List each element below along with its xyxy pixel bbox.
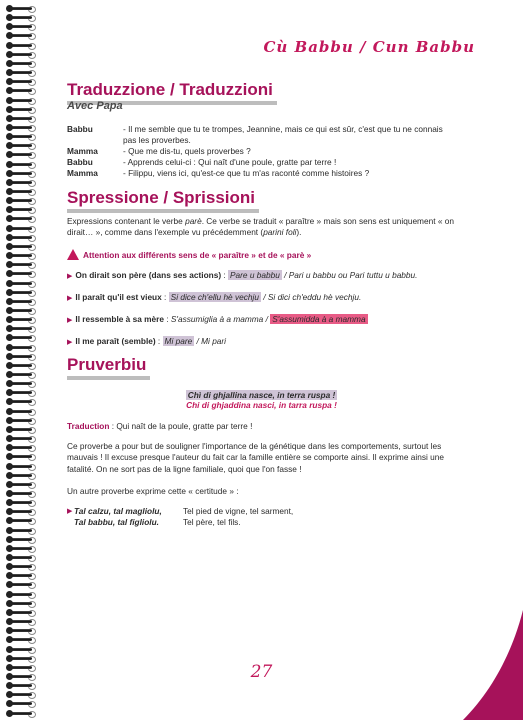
bullet-rest: / Mi pari — [194, 336, 227, 346]
spiral-ring — [6, 178, 36, 187]
spiral-ring — [6, 22, 36, 31]
heading-underline — [67, 376, 150, 380]
dialogue-line: - Il me semble que tu te trompes, Jeannine, mais ce qui est sûr, c'est que tu ne connais pas les proverbes. — [123, 124, 443, 145]
spiral-ring — [6, 690, 36, 699]
corsican-line: Tal calzu, tal magliolu, — [74, 506, 162, 516]
spiral-ring — [6, 617, 36, 626]
spiral-ring — [6, 599, 36, 608]
spiral-ring — [6, 333, 36, 342]
expression-bullet — [67, 292, 361, 302]
dialogue-speaker: Babbu — [67, 157, 93, 167]
spiral-ring — [6, 187, 36, 196]
bullet-label: Il ressemble à sa mère — [75, 314, 164, 324]
dialogue-speaker: Mamma — [67, 146, 98, 156]
spiral-ring — [6, 233, 36, 242]
translation-label: Traduction — [67, 421, 110, 431]
spiral-ring — [6, 626, 36, 635]
spiral-ring — [6, 580, 36, 589]
bullet-pre: S'assumiglia à a mamma / — [170, 314, 271, 324]
spiral-ring — [6, 562, 36, 571]
translation-text: : Qui naît de la poule, gratte par terre ! — [109, 421, 253, 431]
warning-icon — [67, 249, 79, 260]
expression-bullet — [67, 314, 368, 324]
bullet-rest: / Si dici ch'eddu hè vechju. — [260, 292, 362, 302]
spiral-ring — [6, 288, 36, 297]
arrow-icon: ▶ — [67, 508, 73, 515]
spiral-ring — [6, 224, 36, 233]
spiral-ring — [6, 279, 36, 288]
spiral-ring — [6, 41, 36, 50]
bullet-sep: : — [221, 270, 229, 280]
spiral-ring — [6, 297, 36, 306]
spiral-ring — [6, 462, 36, 471]
bullet-highlight: Si dice ch'ellu hè vechju — [170, 292, 259, 302]
bullet-highlight: Mi pare — [164, 336, 193, 346]
arrow-icon: ▶ — [67, 273, 73, 280]
dialogue-speaker: Babbu — [67, 124, 93, 134]
expression-heading-text: Spressione / Sprissioni — [67, 188, 256, 207]
bullet-label: On dirait son père (dans ses actions) — [75, 270, 222, 280]
spiral-ring — [6, 205, 36, 214]
spiral-ring — [6, 114, 36, 123]
dialogue-line: - Que me dis-tu, quels proverbes ? — [123, 146, 251, 156]
spiral-ring — [6, 535, 36, 544]
proverb-translation — [67, 421, 462, 432]
intro-example: parini foli — [263, 227, 297, 238]
bullet-sep: : — [161, 292, 169, 302]
spiral-ring — [6, 324, 36, 333]
proverb-line-1: Chì di ghjallina nasce, in terra ruspa ! — [187, 390, 336, 400]
proverb-explanation: Ce proverbe a pour but de souligner l'importance de la génétique dans les comportements, surtout les mauvais ! Il excuse presque l'auteur du fait car la famille entière se comporte ainsi. Il exprime ainsi une fatalité. On ne sort pas de la ligne familiale, quoi que l'on fasse ! — [67, 441, 444, 474]
french-line: Tel pied de vigne, tel sarment, — [183, 506, 294, 516]
dialogue-line: - Filippu, viens ici, qu'est-ce que tu m'as raconté comme histoires ? — [123, 168, 370, 178]
bullet-label: Il me paraît (semble) — [75, 336, 156, 346]
spiral-ring — [6, 352, 36, 361]
spiral-ring — [6, 169, 36, 178]
spiral-ring — [6, 86, 36, 95]
spiral-ring — [6, 31, 36, 40]
spiral-ring — [6, 571, 36, 580]
french-line: Tel père, tel fils. — [183, 517, 241, 527]
spiral-ring — [6, 242, 36, 251]
arrow-icon: ▶ — [67, 339, 73, 346]
spiral-ring — [6, 4, 36, 13]
bullet-rest: / Pari u babbu ou Pari tuttu u babbu. — [281, 270, 418, 280]
page-number: 27 — [250, 662, 273, 682]
dialogue-speaker: Mamma — [67, 168, 98, 178]
translation-heading — [67, 80, 273, 102]
spiral-ring — [6, 50, 36, 59]
spiral-ring — [6, 681, 36, 690]
spiral-ring — [6, 59, 36, 68]
spiral-ring — [6, 699, 36, 708]
bullet-sep: : — [155, 336, 163, 346]
spiral-ring — [6, 96, 36, 105]
dialogue-subtitle: Avec Papa — [67, 100, 123, 112]
spiral-ring — [6, 370, 36, 379]
spiral-ring — [6, 105, 36, 114]
bullet-highlight: S'assumidda à a mamma — [272, 314, 366, 324]
expression-intro — [67, 216, 462, 239]
spiral-ring — [6, 709, 36, 718]
intro-text: . Ce verbe se traduit « paraître » mais son sens est uniquement « on dirait… », comme dans l'exemple vu précédemment ( — [67, 216, 454, 238]
spiral-ring — [6, 608, 36, 617]
spiral-ring — [6, 68, 36, 77]
spiral-ring — [6, 645, 36, 654]
bullet-label: Il paraît qu'il est vieux — [75, 292, 162, 302]
expression-heading — [67, 188, 255, 210]
arrow-icon: ▶ — [67, 317, 73, 324]
intro-verb: parè — [185, 216, 202, 226]
warning-note — [67, 247, 311, 260]
spiral-ring — [6, 480, 36, 489]
proverb-heading-text: Pruverbiu — [67, 355, 147, 374]
spiral-ring — [6, 343, 36, 352]
spiral-ring — [6, 443, 36, 452]
spiral-ring — [6, 77, 36, 86]
spiral-ring — [6, 214, 36, 223]
spiral-ring — [6, 553, 36, 562]
warning-text: Attention aux différents sens de « paraître » et de « parè » — [83, 250, 312, 260]
spiral-ring — [6, 471, 36, 480]
spiral-ring — [6, 251, 36, 260]
spiral-ring — [6, 196, 36, 205]
arrow-icon: ▶ — [67, 295, 73, 302]
page-header-title: Cù Babbu / Cun Babbu — [263, 38, 475, 56]
spiral-ring — [6, 315, 36, 324]
heading-underline — [67, 209, 259, 213]
proverb-line-2: Chi di ghjaddina nasci, in tarra ruspa ! — [186, 400, 337, 410]
spiral-ring — [6, 452, 36, 461]
spiral-ring — [6, 425, 36, 434]
spiral-ring — [6, 434, 36, 443]
spiral-ring — [6, 306, 36, 315]
corsican-line: Tal babbu, tal figliolu. — [74, 517, 159, 527]
intro-text: Expressions contenant le verbe — [67, 216, 186, 226]
spiral-ring — [6, 160, 36, 169]
spiral-ring — [6, 260, 36, 269]
spiral-ring — [6, 544, 36, 553]
spiral-ring — [6, 269, 36, 278]
other-proverb-intro: Un autre proverbe exprime cette « certitude » : — [67, 486, 239, 496]
proverb-quote — [0, 390, 523, 410]
dialogue-line: - Apprends celui-ci : Qui naît d'une poule, gratte par terre ! — [123, 157, 337, 167]
spiral-ring — [6, 635, 36, 644]
expression-bullet — [67, 336, 226, 346]
spiral-ring — [6, 379, 36, 388]
spiral-ring — [6, 150, 36, 159]
spiral-ring — [6, 416, 36, 425]
bullet-highlight: Pare u babbu — [230, 270, 280, 280]
spiral-ring — [6, 489, 36, 498]
expression-bullet — [67, 270, 417, 280]
proverb-pairs — [0, 506, 523, 532]
translation-heading-text: Traduzzione / Traduzzioni — [67, 80, 273, 99]
spiral-ring — [6, 361, 36, 370]
spiral-binding — [0, 4, 40, 716]
spiral-ring — [6, 13, 36, 22]
spiral-ring — [6, 123, 36, 132]
spiral-ring — [6, 141, 36, 150]
intro-text: ). — [296, 227, 302, 238]
spiral-ring — [6, 132, 36, 141]
bullet-sep: : — [163, 314, 171, 324]
spiral-ring — [6, 590, 36, 599]
proverb-heading — [67, 355, 146, 377]
